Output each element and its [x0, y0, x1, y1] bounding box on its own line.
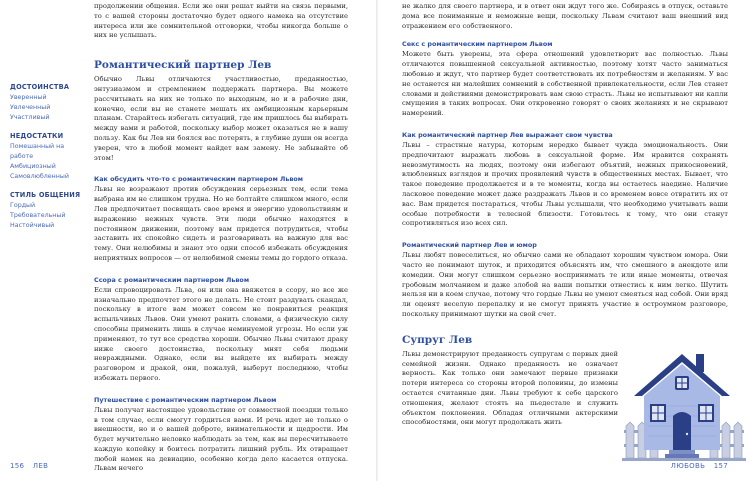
body-paragraph: Можете быть уверены, эта сфера отношений удовлетворит вас полностью. Львы отличаются повышенной сексуальной активностью, поэтому хотят часто заниматься любовью и ждут, что партнер будет соответствовать их потребностям и желаниям. У вас не останется ни малейших сомнений в собственной привлекательности, если Лев станет словами и действиями демонстрировать вам свою страсть. Львы не испытывают ни капли смущения в таких вопросах. Они откровенно говорят о своих желаниях и не скрывают намерений.	[402, 50, 728, 118]
sidebar-item: Помешанный на	[10, 143, 65, 150]
sidebar-item: Увлеченный	[10, 104, 51, 111]
running-header: ЛЕВ	[32, 462, 49, 470]
page-number: 157	[713, 462, 728, 470]
sidebar-heading-strengths: ДОСТОИНСТВА	[10, 83, 70, 91]
page-footer-left	[10, 462, 54, 470]
sidebar-item: Уверенный	[10, 94, 47, 101]
subheading-feelings: Как романтический партнер Лев выражает свои чувства	[402, 130, 613, 139]
sidebar-item: Самовлюбленный	[10, 173, 69, 180]
body-paragraph: Львы – страстные натуры, которым нередко бывает чужда эмоциональность. Они предпочитают выражать любовь в сексуальной форме. Им нравится сохранять невозмутимость на людях, поэтому они избегают объятий, нежных прикосновений, влюбленных взглядов и прочих проявлений чувств в общественных местах. Бывает, что такое поведение продолжается и в те моменты, когда вы остаетесь наедине. Наличие ласковое поведение может даже раздражать Львов и со временем вовсе отвратить их от вас. Вам придется постараться, чтобы Львы услышали, что необходимо учитывать ваши особые потребности в телесной близости. Готовьтесь к тому, что они станут сопротивляться изо всех сил.	[402, 140, 728, 228]
house-illustration	[622, 346, 746, 464]
sidebar-heading-weaknesses: НЕДОСТАТКИ	[10, 132, 64, 140]
body-paragraph: Обычно Львы отличаются участливостью, преданностью, энтузиазмом и стремлением поддержать партнера. Вы можете рассчитывать на них не только по выходным, но и в рабочие дни, конечно, если вы не станете мешать их амбициозным карьерным планам. Старайтесь избегать ситуаций, где им пришлось бы выбирать между вами и работой, поскольку выбор может оказаться не в вашу пользу. Как бы Лев ни боялся вас потерять, в глубине души он всегда уверен, что в любой момент найдет вам замену. Не забывайте об этом!	[94, 75, 348, 162]
subheading-sex: Секс с романтическим партнером Львом	[402, 40, 553, 49]
sidebar-item: Гордый	[10, 202, 36, 209]
body-paragraph: Львы любят повеселиться, но обычно сами не обладают хорошим чувством юмора. Они часто не понимают шуток, и приходится объяснять им, что смешного в анекдоте или комедии. Они могут слишком серьезно воспринимать те или иные моменты, отвечая гробовым молчанием и даже злобой на ваши попытки отнестись к ним легко. Шутить нельзя ни в коем случае, потому что гордые Львы не умеют смеяться над собой. Они вряд ли оценят веселую перепалку и не смогут принять участие в остроумном разговоре, поскольку принимают шутки на свой счет.	[402, 251, 728, 318]
subheading-discuss: Как обсудить что-то с романтическим партнером Львом	[94, 175, 304, 184]
page-footer-right	[671, 462, 734, 470]
section-title-romantic: Романтический партнер Лев	[94, 59, 272, 72]
subheading-quarrel: Ссора с романтическим партнером Львом	[94, 275, 250, 284]
sidebar-item: Участливый	[10, 114, 50, 121]
page-gutter	[376, 0, 378, 481]
body-paragraph: Львы демонстрируют преданность супругам с первых дней семейной жизни. Однако преданность не означает верность. Как только они замечают первые признаки потери интереса со стороны второй половины, до измены остается считанные дни. Львы требуют к себе царского отношения, желают стоять на пьедестале и служить объектом поклонения. Обладая отличными актерскими способностями, они могут продолжать жить	[402, 349, 618, 427]
subheading-humor: Романтический партнер Лев и юмор	[402, 241, 537, 250]
subheading-travel: Путешествие с романтическим партнером Львом	[94, 395, 277, 404]
section-title-spouse: Супруг Лев	[402, 333, 473, 346]
intro-paragraph: продолжении общения. Если же они решат выйти на связь первыми, то с вашей стороны достаточно будет одного намека на отсутствие интереса или же сомнительной отговорки, чтобы никогда больше о них не услышать.	[94, 2, 348, 40]
sidebar-item: Амбициозный	[10, 163, 56, 170]
running-header: ЛЮБОВЬ	[670, 462, 706, 470]
body-paragraph: Львы не возражают против обсуждения серьезных тем, если тема выбрана им не слишком трудна. Но не болтайте слишком много, если Лев предпочитает посвящать свое время и энергию удовольствиям и выражению нежных чувств. Эти люди обычно находятся в постоянном движении, поэтому вам придется потрудиться, чтобы заставить их спокойно сидеть и разговаривать на важную для вас тему. Они нелюбимы и знают это одни способ избежать обсуждения неприятных вопросов — от нелюбимой смены темы до гордого отказа.	[94, 185, 348, 262]
sidebar-item: работе	[10, 153, 34, 160]
body-paragraph: Львы получат настоящее удовольствие от совместной поездки только в том случае, если смогут гордиться вами. И речь идет не только о внешности, но и о вашей доброте, внимательности и щедрости. Им будет мучительно неловко наблюдать за тем, как вы пересчитываете каждую копейку и боитесь потратить лишний рубль. Их отвращает любой намек на девиацию, особенно когда дело касается отпуска. Львам нечего	[94, 405, 348, 473]
body-paragraph: Если спровоцировать Льва, он или она ввяжется в ссору, но все же изначально предпочтет этого не делать. Не стоит раздувать скандал, поскольку в итоге вам может совсем не понравиться реакция вспыльчивых Львов. Они умеют ранить словами, а физическую силу способны применить лишь в случае неминуемой угрозы. Но если уж применяют, то тут все средства хороши. Обычно Львы считают драку ниже своего достоинства, поскольку мнят себя людьми невраждными. Однако, если вы выйдете их выбирать между разговором и дракой, они, пожалуй, выберут последнюю, чтобы избежать первого.	[94, 285, 348, 382]
sidebar-item: Требовательный	[10, 212, 66, 219]
sidebar-heading-communication: СТИЛЬ ОБЩЕНИЯ	[10, 191, 81, 199]
traits-sidebar	[10, 83, 86, 231]
sidebar-item: Настойчивый	[10, 222, 55, 229]
intro-paragraph: не жалко для своего партнера, и в ответ они ждут того же. Собираясь в отпуск, оставьте дома все пониманные и неможные вещи, поскольку Львам считают ваш внешний вид отражением его собственного.	[402, 2, 728, 30]
left-page-column	[94, 2, 348, 474]
page-number: 156	[10, 462, 25, 470]
